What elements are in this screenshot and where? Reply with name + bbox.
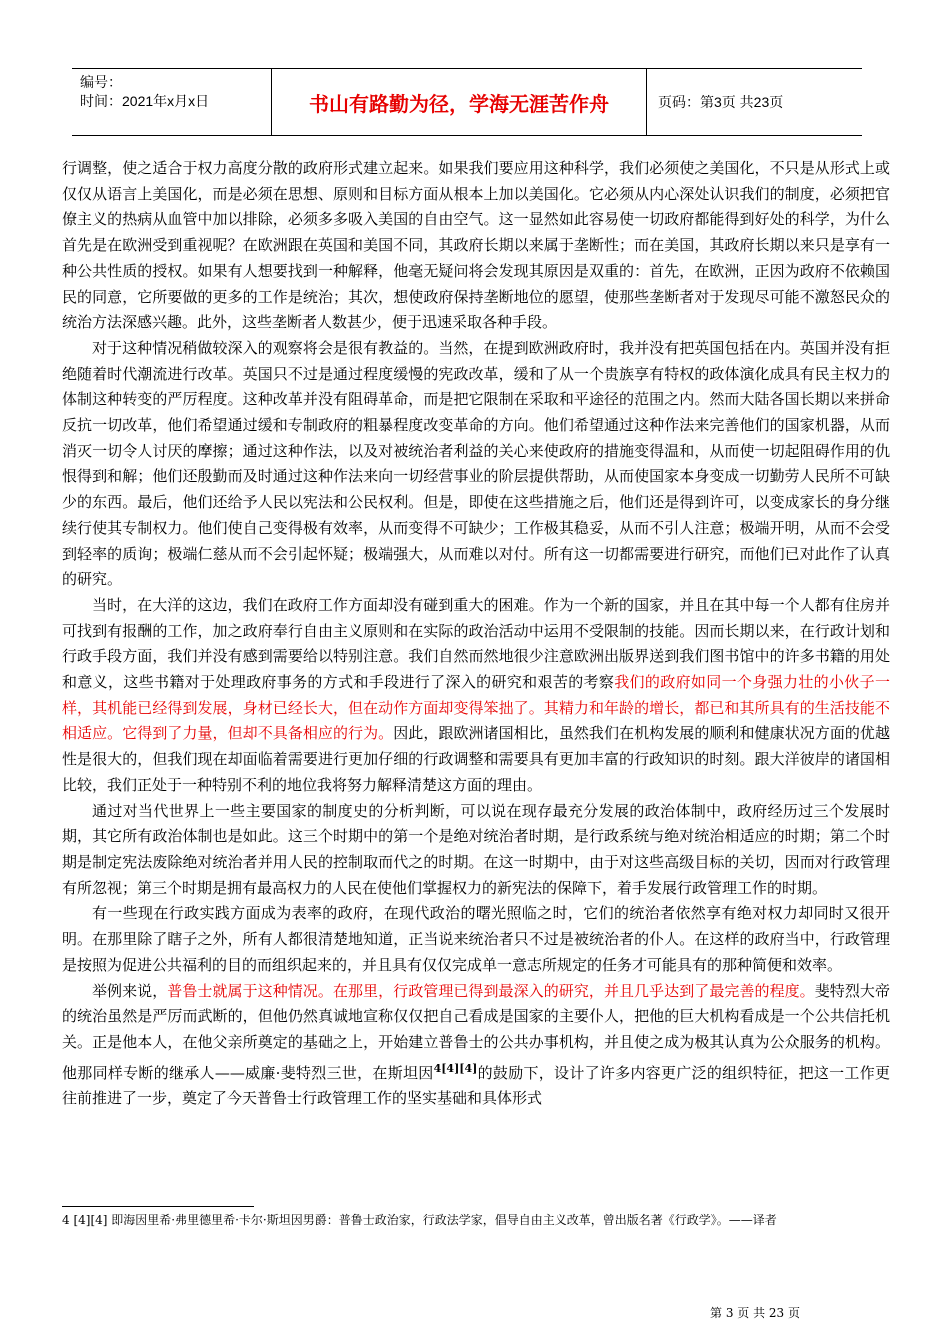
page-header	[72, 68, 862, 136]
paragraph-3-text-a: 当时，在大洋的这边，我们在政府工作方面却没有碰到重大的困难。作为一个新的国家，并且在其中每一个人都有住房并可找到有报酬的工作，加之政府奉行自由主义原则和在实际的政治活动中运用不受限制的技能。因而长期以来，在行政计划和行政手段方面，我们并没有感到需要给以特别注意。我们自然而然地很少注意欧洲出版界送到我们图书馆中的许多书籍的用处和意义，这些书籍对于处理政府事务的方式和手段进行了深入的研究和艰苦的考察	[62, 595, 890, 692]
footnote: 4 [4][4] 即海因里希·弗里德里希·卡尔·斯坦因男爵：普鲁士政治家，行政法学家，倡导自由主义改革，曾出版名著《行政学》。——译者	[62, 1213, 777, 1227]
paragraph-3-highlight: 我们的政府如同一个身强力壮的小伙子一样，其机能已经得到发展，身材已经长大，但在动作方面却变得笨拙了。其精力和年龄的增长，都已和其所具有的生活技能不相适应。它得到了力量，但却不具备相应的行为。	[62, 673, 890, 743]
paragraph-6-text-a: 举例来说，	[92, 981, 168, 1000]
header-meta	[72, 69, 272, 135]
paragraph-3-text-b: 因此，跟欧洲诸国相比，虽然我们在机构发展的顺利和健康状况方面的优越性是很大的，但我们现在却面临着需要进行更加仔细的行政调整和需要具有更加丰富的行政知识的时刻。跟大洋彼岸的诸国相比较，我们正处于一种特别不利的地位我将努力解释清楚这方面的理由。	[62, 724, 890, 794]
paragraph-4: 通过对当代世界上一些主要国家的制度史的分析判断，可以说在现存最充分发展的政治体制中，政府经历过三个发展时期，其它所有政治体制也是如此。这三个时期中的第一个是绝对统治者时期，是行政系统与绝对统治相适应的时期；第二个时期是制定宪法废除绝对统治者并用人民的控制取而代之的时期。在这一时期中，由于对这些高级目标的关切，因而对行政管理有所忽视；第三个时期是拥有最高权力的人民在使他们掌握权力的新宪法的保障下，着手发展行政管理工作的时期。	[62, 801, 890, 897]
header-page-number: 页码：第3页 共23页	[658, 94, 784, 110]
paragraph-1: 行调整，使之适合于权力高度分散的政府形式建立起来。如果我们要应用这种科学，我们必须使之美国化，不只是从形式上或仅仅从语言上美国化，而是必须在思想、原则和目标方面从根本上加以美国化。它必须从内心深处认识我们的制度，必须把官僚主义的热病从血管中加以排除，必须多多吸入美国的自由空气。这一显然如此容易使一切政府都能得到好处的科学，为什么首先是在欧洲受到重视呢？在欧洲跟在英国和美国不同，其政府长期以来属于垄断性；而在美国，其政府长期以来只是享有一种公共性质的授权。如果有人想要找到一种解释，他毫无疑问将会发现其原因是双重的：首先，在欧洲，正因为政府不依赖国民的同意，它所要做的更多的工作是统治；其次，想使政府保持垄断地位的愿望，使那些垄断者对于发现尽可能不激怒民众的统治方法深感兴趣。此外，这些垄断者人数甚少，便于迅速采取各种手段。	[62, 159, 890, 332]
paragraph-6-text-b: 斐特烈大帝的统治虽然是严厉而武断的，但他仍然真诚地宣称仅仅把自己看成是国家的主要仆人，把他的巨大机构看成是一个公共信托机关。正是他本人，在他父亲所奠定的基础之上，开始建立普鲁士的公共办事机构，并且使之成为极其认真为公众服务的机构。他那同样专断的继承人——威廉·斐特烈三世，在斯坦因	[62, 981, 890, 1082]
paragraph-3	[62, 593, 890, 799]
paragraph-5: 有一些现在行政实践方面成为表率的政府，在现代政治的曙光照临之时，它们的统治者依然享有绝对权力却同时又很开明。在那里除了瞎子之外，所有人都很清楚地知道，正当说来统治者只不过是被统治者的仆人。在这样的政府当中，行政管理是按照为促进公共福利的目的而组织起来的，并且具有仅仅完成单一意志所规定的任务才可能具有的那种简便和效率。	[62, 904, 890, 974]
number-label: 编号：	[80, 74, 122, 90]
page-footer: 第 3 页 共 23 页	[710, 1306, 800, 1320]
paragraph-6	[62, 979, 890, 1113]
time-label: 时间：2021年x月x日	[80, 93, 210, 109]
paragraph-6-highlight: 普鲁士就属于这种情况。在那里，行政管理已得到最深入的研究，并且几乎达到了最完善的程度。	[167, 981, 815, 1000]
footnote-reference[interactable]: 4[4][4]	[433, 1061, 478, 1075]
document-body	[62, 156, 890, 1112]
paragraph-6-text-c: 的鼓励下，设计了许多内容更广泛的组织特征，把这一工作更往前推进了一步，奠定了今天普鲁士行政管理工作的坚实基础和具体形式	[62, 1063, 890, 1108]
header-motto: 书山有路勤为径，学海无涯苦作舟	[272, 69, 647, 135]
paragraph-2: 对于这种情况稍做较深入的观察将会是很有教益的。当然，在提到欧洲政府时，我并没有把英国包括在内。英国并没有拒绝随着时代潮流进行改革。英国只不过是通过程度缓慢的宪政改革，缓和了从一个贵族享有特权的政体演化成具有民主权力的体制这种转变的严厉程度。这种改革并没有阻碍革命，而是把它限制在采取和平途径的范围之内。然而大陆各国长期以来拼命反抗一切改革，他们希望通过缓和专制政府的粗暴程度改变革命的方向。他们希望通过这种作法来完善他们的国家机器，从而消灭一切令人讨厌的摩擦；通过这种作法，以及对被统治者利益的关心来使政府的措施变得温和，从而使一切起阻碍作用的仇恨得到和解；他们还殷勤而及时通过这种作法来向一切经营事业的阶层提供帮助，从而使国家本身变成一切勤劳人民所不可缺少的东西。最后，他们还给予人民以宪法和公民权利。但是，即使在这些措施之后，他们还是得到许可，以变成家长的身分继续行使其专制权力。他们使自己变得极有效率，从而变得不可缺少；工作极其稳妥，从而不引人注意；极端开明，从而不会受到轻率的质询；极端仁慈从而不会引起怀疑；极端强大，从而难以对付。所有这一切都需要进行研究，而他们已对此作了认真的研究。	[62, 338, 890, 589]
footnote-divider	[62, 1206, 254, 1207]
